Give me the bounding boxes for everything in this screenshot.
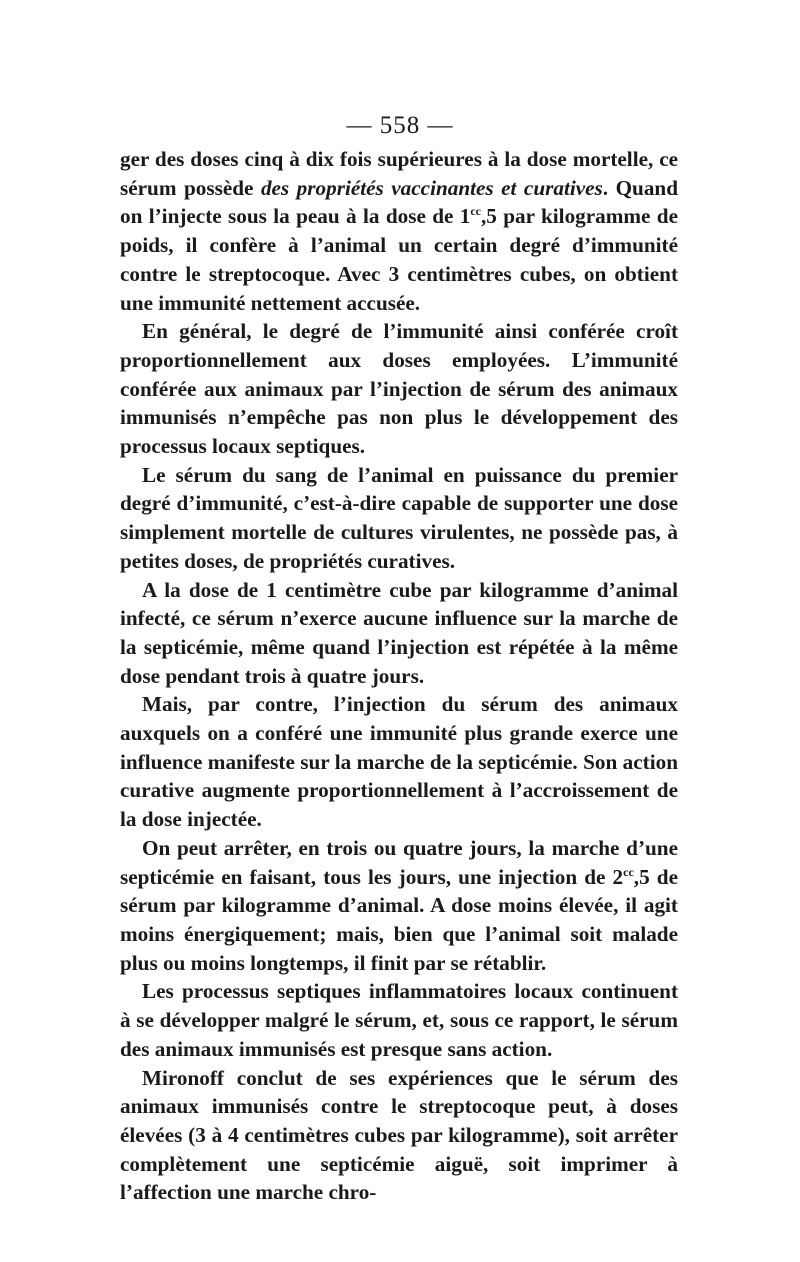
body-text — [120, 145, 678, 1207]
text-run: ger des doses cinq à dix fois supérieures à la dose mortelle, ce sérum possède — [120, 147, 678, 200]
italic-phrase: des propriétés vaccinantes et curatives — [260, 175, 603, 200]
paragraph-8 — [120, 1064, 678, 1208]
text-run: Mironoff conclut de ses expériences que le sérum des animaux immunisés contre le streptocoque peut, à doses élevées (3 à 4 centimètres cubes par kilogramme), soit arrêter complètement une septicémie aiguë, soit imprimer à l’affection une marche chro- — [120, 1065, 678, 1205]
paragraph-7 — [120, 977, 678, 1063]
text-run: ,5 de sérum par kilogramme d’animal. A dose moins élevée, il agit moins énergiquement; mais, bien que l’animal soit malade plus ou moins longtemps, il finit par se rétablir. — [120, 864, 678, 975]
paragraph-3 — [120, 461, 678, 576]
paragraph-5 — [120, 690, 678, 834]
superscript-unit: cc — [470, 204, 481, 219]
text-run: Mais, par contre, l’injection du sérum des animaux auxquels on a conféré une immunité plus grande exerce une influence manifeste sur la marche de la septicémie. Son action curative augmente proportionnellement à l’accroissement de la dose injectée. — [120, 692, 678, 832]
paragraph-4 — [120, 576, 678, 691]
superscript-unit: cc — [623, 864, 634, 879]
paragraph-1 — [120, 145, 678, 317]
text-run: ,5 par kilogramme de poids, il confère à l’animal un certain degré d’immunité contre le streptocoque. Avec 3 centimètres cubes, on obtient une immunité nettement accusée. — [120, 204, 678, 315]
page-number: — 558 — — [346, 112, 454, 139]
text-run: Le sérum du sang de l’animal en puissance du premier degré d’immunité, c’est-à-dire capable de supporter une dose simplement mortelle de cultures virulentes, ne possède pas, à petites doses, de propriétés curatives. — [120, 462, 678, 573]
text-run: On peut arrêter, en trois ou quatre jours, la marche d’une septicémie en faisant, tous les jours, une injection de 2 — [120, 835, 678, 889]
text-run: En général, le degré de l’immunité ainsi conférée croît proportionnellement aux doses employées. L’immunité conférée aux animaux par l’injection de sérum des animaux immunisés n’empêche pas non plus le développement des processus locaux septiques. — [120, 319, 678, 459]
text-run: . Quand on l’injecte sous la peau à la dose de 1 — [120, 175, 678, 229]
paragraph-6 — [120, 834, 678, 978]
paragraph-2 — [120, 317, 678, 461]
text-run: Les processus septiques inflammatoires locaux continuent à se développer malgré le sérum, et, sous ce rapport, le sérum des animaux immunisés est presque sans action. — [120, 979, 678, 1061]
text-run: A la dose de 1 centimètre cube par kilogramme d’animal infecté, ce sérum n’exerce aucune influence sur la marche de la septicémie, même quand l’injection est répétée à la même dose pendant trois à quatre jours. — [120, 577, 678, 688]
